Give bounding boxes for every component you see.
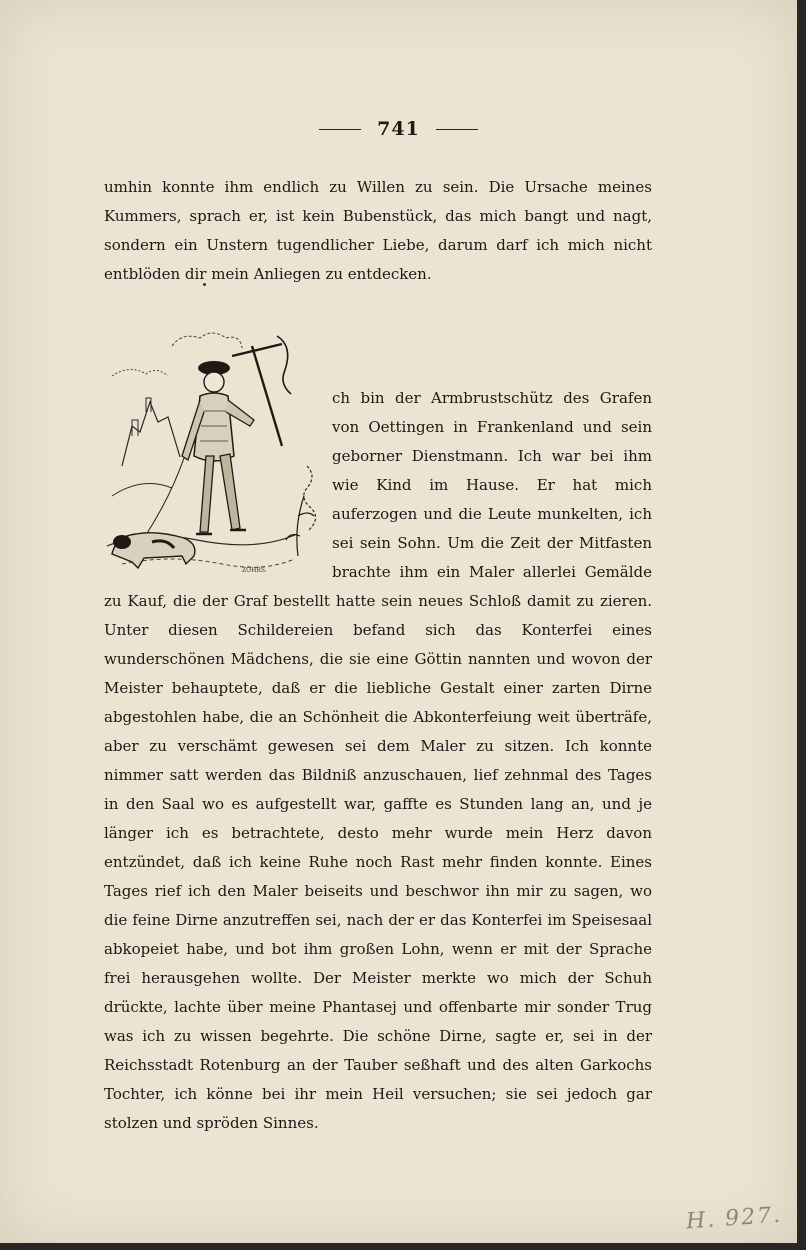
paragraph-2-block — [104, 384, 652, 1138]
paragraph-1: umhin konnte ihm endlich zu Willen zu sein. Die Ursache meines Kummers, sprach er, ist kein Bubenstück, das mich bangt und nagt, sondern ein Unstern tugendlicher Liebe, darum darf ich mich nicht entblöden dir mein Anliegen zu entdecken. — [104, 178, 652, 283]
archive-shelfmark: H. 927. — [685, 1202, 783, 1235]
page-number: 741 — [377, 118, 420, 140]
paragraph-2: ch bin der Armbrustschütz des Grafen von Oettingen in Frankenland und sein geborner Dienstmann. Ich war bei ihm wie Kind im Hause. Er hat mich auferzogen und die Leute munkelten, ich sei sein Sohn. Um die Zeit der Mitfasten brachte ihm ein Maler allerlei Gemälde zu Kauf, die der Graf bestellt hatte sein neues Schloß damit zu zieren. Unter diesen Schildereien befand sich das Konterfei eines wunderschönen Mädchens, die sie eine Göttin nannten und wovon der Meister behauptete, daß er die liebliche Gestalt einer zarten Dirne abgestohlen habe, die an Schönheit die Abkonterfeiung weit überträfe, aber zu verschämt gewesen sei dem Maler zu sitzen. Ich konnte nimmer satt werden das Bildniß anzuschauen, lief zehnmal des Tages in den Saal wo es aufgestellt war, gaffte es Stunden lang an, und je länger ich es betrachtete, desto mehr wurde mein Herz davon entzündet, daß ich keine Ruhe noch Rast mehr finden konnte. Eines Tages rief ich den Maler beiseits und beschwor ihn mir zu sagen, wo die feine Dirne anzutreffen sei, nach der er das Konterfei im Speisesaal abkopeiet habe, und bot ihm großen Lohn, wenn er mit der Sprache frei herausgehen wollte. Der Meister merkte wo mich der Schuh drückte, lachte über meine Phantasej und offenbarte mir sonder Trug was ich zu wissen begehrte. Die schöne Dirne, sagte er, sei in der Reichsstadt Rotenburg an der Tauber seßhaft und des alten Garkochs Tochter, ich könne bei ihr mein Heil versuchen; sie sei jedoch gar stolzen und spröden Sinnes. — [104, 389, 652, 1132]
crossbowman-illustration — [102, 316, 322, 578]
header-rule-left — [319, 129, 361, 130]
engraver-signature: ZÖHRS. — [242, 567, 267, 574]
header-rule-right — [436, 129, 478, 130]
page-header — [0, 118, 797, 140]
page-speck — [203, 283, 206, 286]
